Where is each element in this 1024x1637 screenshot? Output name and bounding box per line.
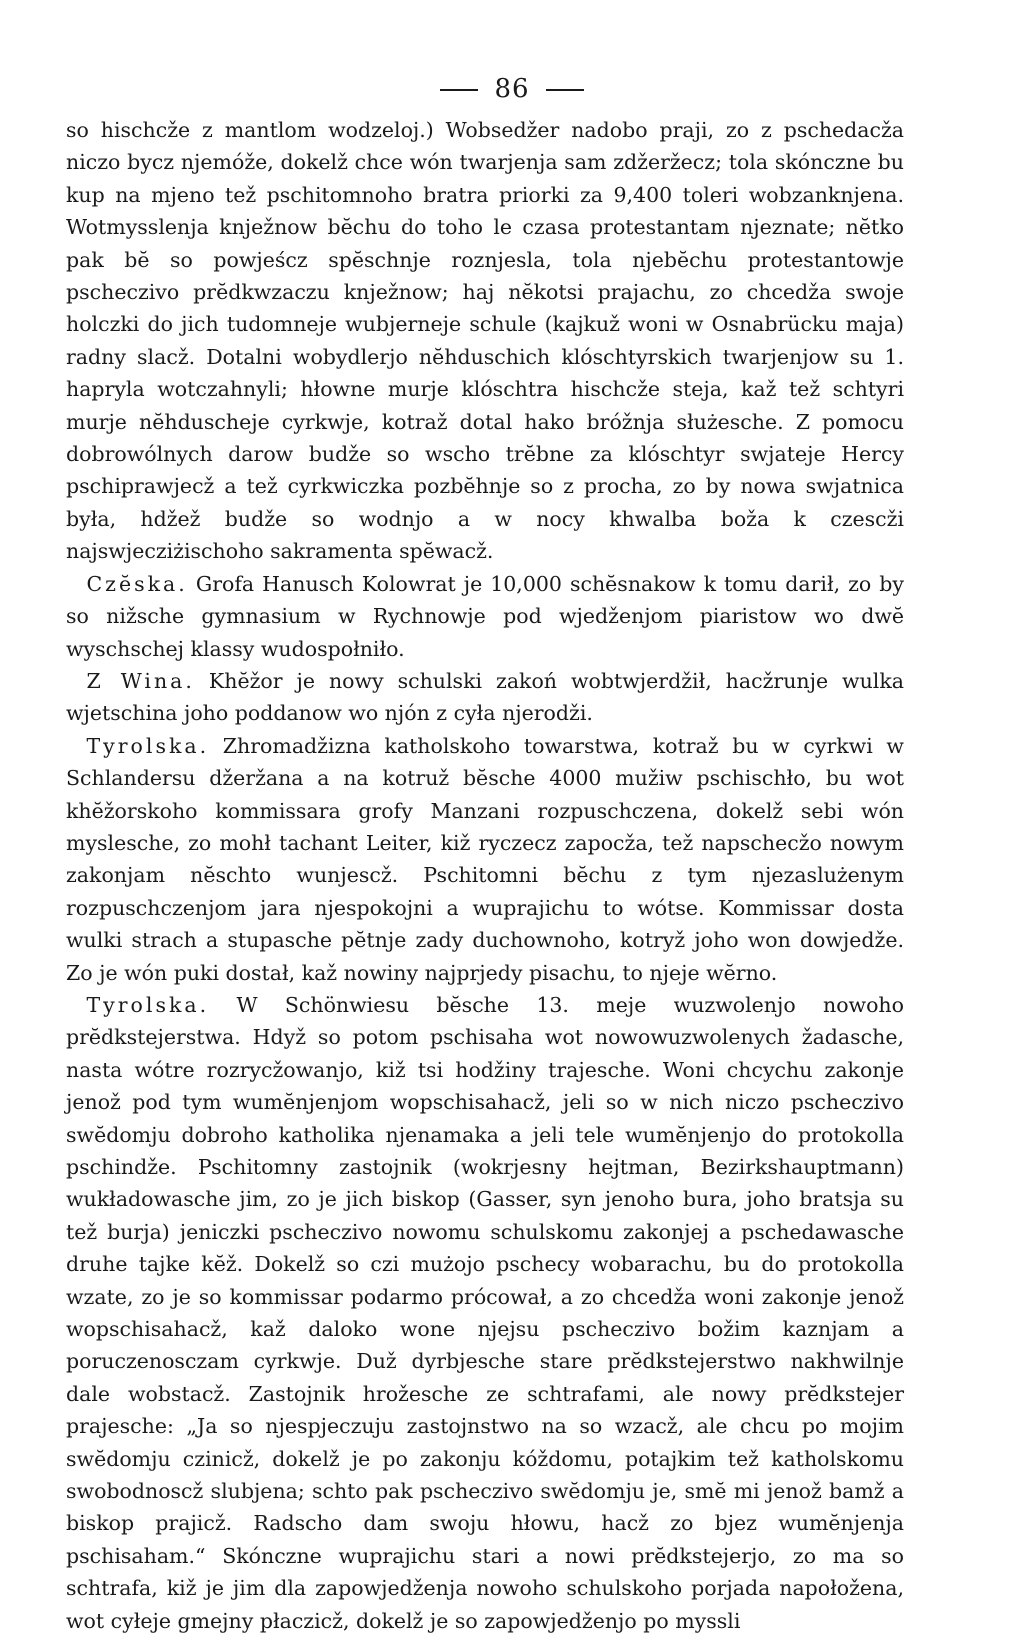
paragraph — [66, 568, 904, 665]
paragraph-text: Zhromadžizna katholskoho towarstwa, kotraž bu w cyrkwi w Schlandersu džeržana a na kotruž bĕsche 4000 mužiw pschischło, bu wot khĕžorskoho kommissara grofy Manzani rozpuschczena, dokelž sebi wón myslesche, zo mohł tachant Leiter, kiž ryczecz zapocža, tež napschecžo nowym zakonjam nĕschto wunjescž. Pschitomni bĕchu z tym njezaslużenym rozpuschczenjom jara njespokojni a wuprajichu to wótse. Kommissar dosta wulki strach a stupasche pĕtnje zady duchownoho, kotryž joho won dowjedže. Zo je wón puki dostał, kaž nowiny najprjedy pisachu, to njeje wĕrno. — [66, 733, 904, 985]
page-number: 86 — [494, 74, 530, 104]
header-dash-right — [546, 89, 584, 91]
paragraph — [66, 730, 904, 989]
paragraph — [66, 114, 904, 568]
page-header — [0, 74, 1024, 104]
header-dash-left — [440, 89, 478, 91]
paragraph — [66, 989, 904, 1637]
body-text — [66, 114, 904, 1637]
paragraph-text: W Schönwiesu bĕsche 13. meje wuzwolenjo nowoho prĕdkstejerstwa. Hdyž so potom pschisaha wot nowowuzwolenych žadasche, nasta wótre rozrycžowanjo, kiž tsi hodžiny trajesche. Woni chcychu zakonje jenož pod tym wumĕnjenjom wopschisahacž, jeli so w nich niczo pscheczivo swĕdomju dobroho katholika njenamaka a jeli tele wumĕnjenjo do protokolla pschindže. Pschitomny zastojnik (wokrjesny hejtman, Bezirkshauptmann) wukładowasche jim, zo je jich biskop (Gasser, syn jenoho bura, joho bratsja su tež burja) jeniczki pscheczivo nowomu schulskomu zakonjej a pschedawasche druhe tajke kĕž. Dokelž so czi mużojo pschecy wobarachu, bu do protokolla wzate, zo je so kommissar podarmo prócował, a zo chcedža woni zakonje jenož wopschisahacž, kaž daloko wone njejsu pscheczivo božim kaznjam a poruczenosczam cyrkwje. Duž dyrbjesche stare prĕdkstejerstwo nakhwilnje dale wobstacž. Zastojnik hrožesche ze schtrafami, ale nowy prĕdkstejer prajesche: „Ja so njespjeczuju zastojnstwo na so wzacž, ale chcu po mojim swĕdomju czinicž, dokelž je po zakonju kóždomu, potajkim tež katholskomu swobodnoscž slubjena; schto pak pscheczivo swĕdomju je, smĕ mi jenož bamž a biskop prajicž. Radscho dam swoju hłowu, hacž zo bjez wumĕnjenja pschisaham.“ Skónczne wuprajichu stari a nowi prĕdkstejerjo, zo ma so schtrafa, kiž je jim dla zapowjedženja nowoho schulskoho porjada napołožena, wot cyłeje gmejny płaczicž, dokelž je so zapowjedženjo po myssli — [66, 992, 904, 1633]
paragraph-text: so hischcže z mantlom wodzeloj.) Wobsedžer nadobo praji, zo z pschedacža niczo bycz njemóže, dokelž chce wón twarjenja sam zdžeržecz; tola skónczne bu kup na mjeno tež pschitomnoho bratra priorki za 9,400 toleri wobzanknjena. Wotmysslenja knježnow bĕchu do toho le czasa protestantam njeznate; nĕtko pak bĕ so powjeścz spĕschnje roznjesla, tola njebĕchu protestantowje pscheczivo prĕdkwzaczu knježnow; haj nĕkotsi prajachu, zo chcedža swoje holczki do jich tudomneje wubjerneje schule (kajkuž woni w Osnabrücku maja) radny slacž. Dotalni wobydlerjo nĕhduschich klóschtyrskich twarjenjow su 1. hapryla wotczahnyli; hłowne murje klóschtra hischcže steja, kaž tež schtyri murje nĕhduscheje cyrkwje, kotraž dotal hako bróžnja służesche. Z pomocu dobrowólnych darow budže so wscho trĕbne za klóschtyr swjateje Hercy pschiprawjecž a tež cyrkwiczka pozbĕhnje so z procha, zo by nowa swjatnica była, hdžež budže so wodnjo a w nocy khwalba boža k czescži najswjecziżischoho sakramenta spĕwacž. — [66, 118, 904, 564]
section-lead: Z Wina. — [86, 668, 195, 693]
paragraph-text: Khĕžor je nowy schulski zakoń wobtwjerdžił, hacžrunje wulka wjetschina joho poddanow wo njón z cyła njerodži. — [66, 668, 905, 726]
section-lead: Czĕska. — [86, 571, 188, 596]
section-lead: Tyrolska. — [86, 733, 210, 758]
paragraph-text: Grofa Hanusch Kolowrat je 10,000 schĕsnakow k tomu darił, zo by so nižsche gymnasium w Rychnowje pod wjedženjom piaristow wo dwĕ wyschschej klassy wudospołniło. — [66, 571, 904, 661]
section-lead: Tyrolska. — [86, 992, 210, 1017]
paragraph — [66, 665, 904, 730]
